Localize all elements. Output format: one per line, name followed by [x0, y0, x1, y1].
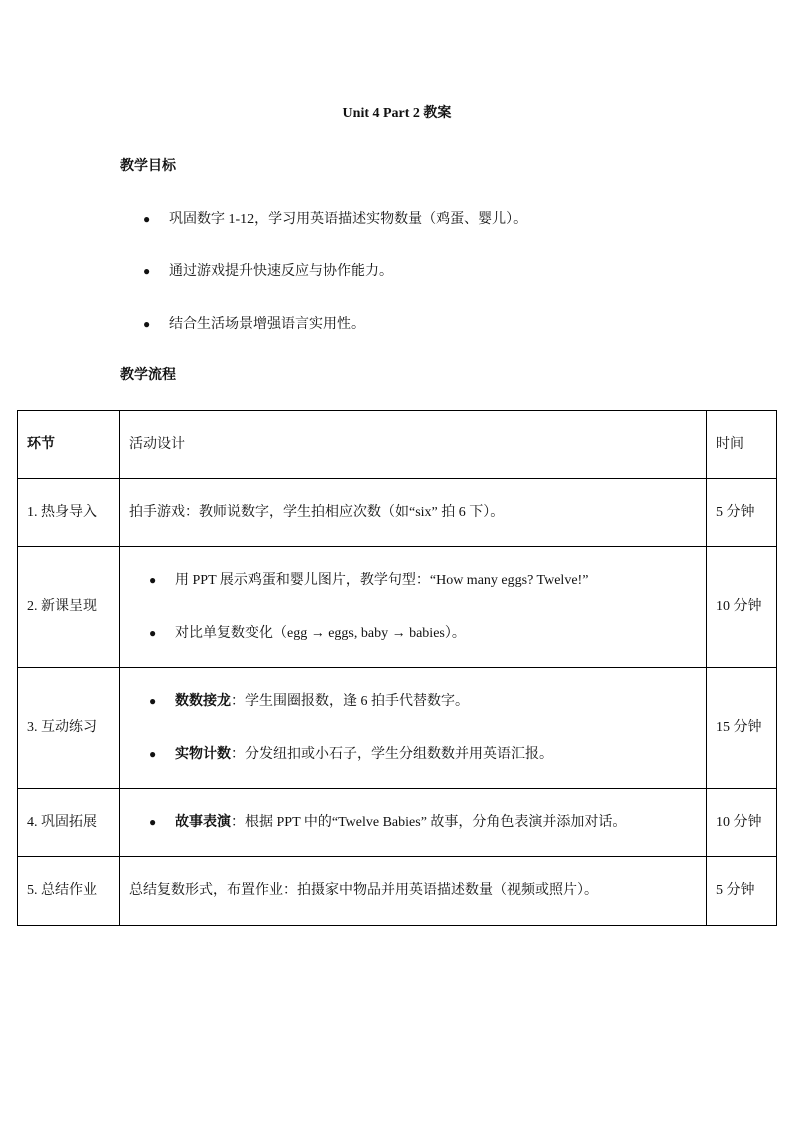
- flow-heading: 教学流程: [120, 368, 176, 383]
- stage-cell: 4. 巩固拓展: [18, 789, 120, 857]
- bullet-icon: ●: [143, 264, 151, 278]
- time-cell: 10 分钟: [707, 789, 777, 857]
- table-row: [18, 668, 777, 789]
- activity-text: ：学生围圈报数，逢 6 拍手代替数字。: [231, 694, 469, 709]
- goal-text: 结合生活场景增强语言实用性。: [169, 317, 365, 332]
- stage-cell: 5. 总结作业: [18, 857, 120, 926]
- header-stage: 环节: [18, 411, 120, 479]
- activity-list-item: [129, 623, 697, 644]
- activity-text: ：分发纽扣或小石子，学生分组数数并用英语汇报。: [231, 747, 553, 762]
- bullet-icon: ●: [149, 815, 157, 829]
- activity-cell: [120, 668, 707, 789]
- activity-list-item: [129, 691, 697, 712]
- bullet-icon: ●: [143, 212, 151, 226]
- activity-text: 用 PPT 展示鸡蛋和婴儿图片，教学句型：“How many eggs? Twelve!”: [175, 573, 589, 588]
- goal-item: [143, 209, 527, 230]
- time-cell: 5 分钟: [707, 857, 777, 926]
- stage-cell: 1. 热身导入: [18, 479, 120, 547]
- stage-cell: 2. 新课呈现: [18, 547, 120, 668]
- time-cell: 10 分钟: [707, 547, 777, 668]
- time-cell: 15 分钟: [707, 668, 777, 789]
- activity-keyword: 故事表演: [175, 815, 231, 830]
- lesson-flow-table: [17, 410, 777, 926]
- table-header-row: [18, 411, 777, 479]
- goals-heading: 教学目标: [120, 159, 176, 174]
- activity-cell: 拍手游戏：教师说数字，学生拍相应次数（如“six” 拍 6 下）。: [120, 479, 707, 547]
- activity-keyword: 实物计数: [175, 747, 231, 762]
- document-title: Unit 4 Part 2 教案: [342, 106, 452, 121]
- activity-list-item: [129, 812, 697, 833]
- stage-cell: 3. 互动练习: [18, 668, 120, 789]
- activity-text: ：根据 PPT 中的“Twelve Babies” 故事，分角色表演并添加对话。: [231, 815, 627, 830]
- goal-text: 通过游戏提升快速反应与协作能力。: [169, 264, 393, 279]
- bullet-icon: ●: [149, 747, 157, 761]
- header-activity: 活动设计: [120, 411, 707, 479]
- table-row: [18, 547, 777, 668]
- table-row: [18, 857, 777, 926]
- activity-cell: 总结复数形式，布置作业：拍摄家中物品并用英语描述数量（视频或照片）。: [120, 857, 707, 926]
- activity-list-item: [129, 570, 697, 591]
- time-cell: 5 分钟: [707, 479, 777, 547]
- activity-cell: [120, 789, 707, 857]
- bullet-icon: ●: [149, 626, 157, 640]
- bullet-icon: ●: [149, 694, 157, 708]
- activity-list-item: [129, 744, 697, 765]
- bullet-icon: ●: [143, 317, 151, 331]
- table-row: [18, 479, 777, 547]
- activity-cell: [120, 547, 707, 668]
- goal-item: [143, 314, 365, 335]
- bullet-icon: ●: [149, 573, 157, 587]
- goal-item: [143, 261, 393, 282]
- activity-keyword: 数数接龙: [175, 694, 231, 709]
- goal-text: 巩固数字 1-12，学习用英语描述实物数量（鸡蛋、婴儿）。: [169, 212, 528, 227]
- header-time: 时间: [707, 411, 777, 479]
- table-row: [18, 789, 777, 857]
- activity-text: 对比单复数变化（egg → eggs, baby → babies）。: [175, 626, 466, 641]
